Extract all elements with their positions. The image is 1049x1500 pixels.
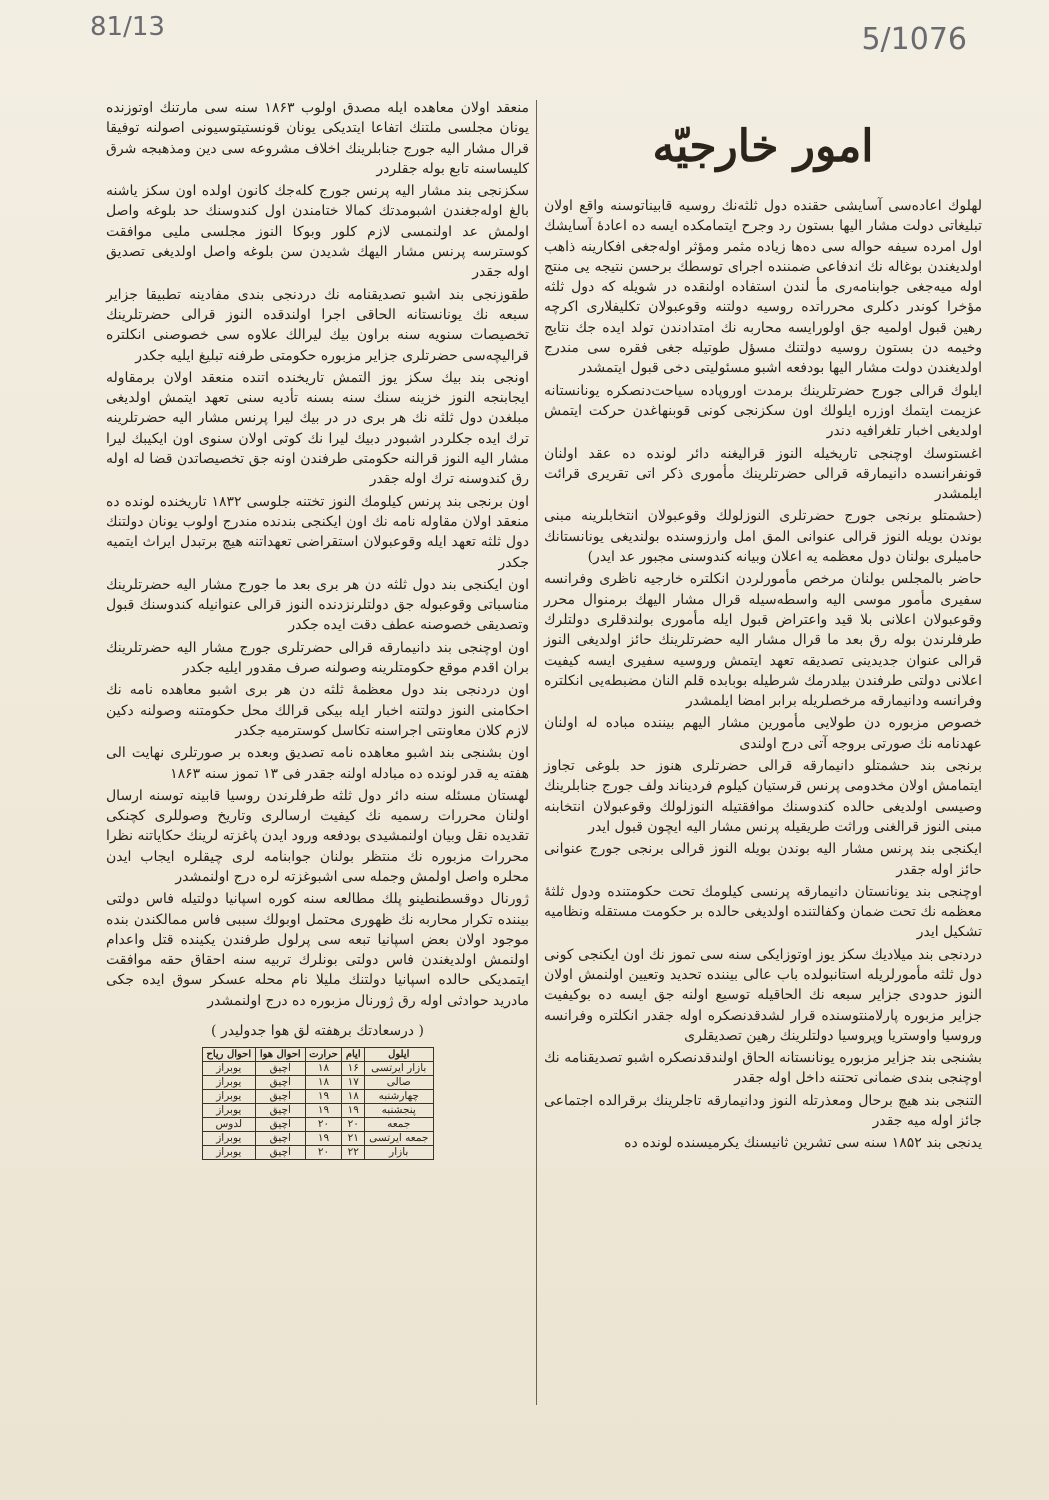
day-number-cell: ۲۲: [342, 1146, 365, 1160]
left-column: [106, 98, 529, 1160]
paragraph: ژورنال دوقسطنطینو پلك مطالعه سنه كوره اسپانیا دولتیله فاس دولتی بیننده تكرار محاربه نك ظهوری محتمل اوبولك سببی فاس ممالكندن بنده موجود اولان بعض اسپانیا تبعه سی پرلول طرفندن یكینده قتل واعدام اولنمش اولدیغندن فاس دولتی بونلرك تربیه سنه احقاق حقه موافقت ایتمدیكی حالده اسپانیا دولتنك ملیلا نام محله عسكر سوق ایده جكی مادرید حوادثی اوله رق ژورنال مزبوره ده درج اولنمشدر: [106, 891, 529, 1009]
paragraph: اون بشنجی بند اشبو معاهده نامه تصدیق وبعده بر صورتلری نهایت الی هفته یه قدر لونده ده مبادله اولنه جقدر فی ۱۳ تموز سنه ۱۸۶۳: [106, 745, 529, 782]
table-row: [202, 1104, 433, 1118]
day-number-cell: ۲۱: [342, 1132, 365, 1146]
day-name-cell: چهارشنبه: [365, 1090, 434, 1104]
paragraph: بشنجی بند جزایر مزبوره یونانستانه الحاق اولندقدنصكره اشبو تصدیقنامه نك اوچنجی بندی ضمانی تحتنه داخل اوله جقدر: [544, 1050, 982, 1087]
paragraph: اوچنجی بند یونانستان دانیمارقه پرنسی كیلومك تحت حكومتنده ودول ثلثهٔ معظمه نك تحت ضمان وكفالتنده اولدیغی حالده بر حكومت مستقله ونظامیه تشكیل ایدر: [544, 883, 982, 941]
wind-cell: یوبراز: [202, 1062, 256, 1076]
header-temperature: حرارت: [305, 1048, 342, 1062]
paragraph: (حشمتلو برنجی جورج حضرتلری النوزلولك وقوعبولان انتخابلرینه مبنی بوندن بویله النوز قرالی عنوانی المق امل وارزوسنده بولندیغی یونانستانك حامیلری بولنان دول معظمه یه اعلان وبیانه كندوسنی مجبور عد ایدر): [544, 508, 982, 566]
header-month: ایلول: [365, 1048, 434, 1062]
paragraph: التنجی بند هیچ برحال ومعذرتله النوز ودانیمارقه تاجلرینك برقرالده اجتماعی جائز اوله میه جقدر: [544, 1092, 982, 1130]
weather-state-cell: آچیق: [256, 1146, 305, 1160]
temperature-cell: ۲۰: [305, 1146, 342, 1160]
table-row: [202, 1132, 433, 1146]
paragraph: اغستوسك اوچنجی تاریخیله النوز قرالیغنه دائر لونده ده عقد اولنان قونفرانسده دانیمارقه قرالی حضرتلرینك مأموری ذكر اتی تقریری قرائت ایلمشدر: [544, 445, 982, 503]
day-name-cell: صالی: [365, 1076, 434, 1090]
day-name-cell: جمعه: [365, 1118, 434, 1132]
paragraph: ایلوك قرالی جورج حضرتلرینك برمدت اوروپاده سیاحت‌دنصكره یونانستانه عزیمت ایتمك اوزره ایلولك اون سكزنجی كونی قوبنهاغدن حركت ایتمش اولدیغی اخبار تلغرافیه دندر: [544, 382, 982, 440]
paragraph: اون ایكنجی بند دول ثلثه دن هر بری بعد ما جورج مشار الیه حضرتلرینك مناسباتی وقوعبوله جق دولتلرنزدنده النوز قرالی عنوانیله كندوسنك قبول وتصدیقی خصوصنه عطف دقت ایده جكدر: [106, 576, 529, 634]
day-name-cell: بازار: [365, 1146, 434, 1160]
temperature-cell: ۱۹: [305, 1132, 342, 1146]
wind-cell: یوبراز: [202, 1104, 256, 1118]
wind-cell: لدوس: [202, 1118, 256, 1132]
wind-cell: یوبراز: [202, 1146, 256, 1160]
weather-state-cell: آچیق: [256, 1076, 305, 1090]
day-number-cell: ۱۸: [342, 1090, 365, 1104]
weather-header-row: [202, 1048, 433, 1062]
paragraph: لهستان مسئله سنه دائر دول ثلثه طرفلرندن روسیا قابینه توسنه ارسال اولنان محررات رسمیه نك كیفیت ارسالری وتاریخ وصوللری كچنكی تقدیده نقل وبیان اولنمشیدی بودفعه ورود ایدن پاغزته لرینك حكایاتنه نظرا محررات مزبوره نك منتظر بولنان جوابنامه لری چیقلره ایجاب ایدن محلره واصل اولمش وجمله سی اشبوغزته لره درج اولنمشدر: [106, 787, 529, 885]
table-row: [202, 1076, 433, 1090]
paragraph: اون اوچنجی بند دانیمارقه قرالی حضرتلری جورج مشار الیه حضرتلرینك بران اقدم موقع حكومتلرینه وصولنه صرف مقدور ایلیه جكدر: [106, 639, 529, 677]
weather-table-caption: ( درسعادتك برهفته لق هوا جدولیدر ): [211, 1023, 424, 1040]
paragraph: سكزنجی بند مشار الیه پرنس جورج كله‌جك كانون اولده اون سكز یاشنه بالغ اوله‌جغندن اشبومدتك كمالا ختامندن اول كندوسنك حد بلوغه واصل اولمش عد اولنمسی لازم كلور وبوكا النوز مجلسی ملیی موافقت كوسترسه پرنس مشار الیهك شدیدن سن بلوغه واصل اولدیغی تصدیق اوله جقدر: [106, 183, 529, 281]
temperature-cell: ۲۰: [305, 1118, 342, 1132]
weather-table: [202, 1047, 434, 1160]
archive-number-top-right: 5/1076: [861, 22, 967, 57]
header-day: ایام: [342, 1048, 365, 1062]
table-row: [202, 1062, 433, 1076]
header-weather: احوال هوا: [256, 1048, 305, 1062]
day-name-cell: بازار ایرتسی: [365, 1062, 434, 1076]
day-number-cell: ۲۰: [342, 1118, 365, 1132]
paragraph: ایكنجی بند پرنس مشار الیه بوندن بویله النوز قرالی برنجی جورج عنوانی حائز اوله جقدر: [544, 841, 982, 878]
right-column: [544, 98, 982, 1156]
day-name-cell: جمعه ایرتسی: [365, 1132, 434, 1146]
paragraph: اون برنجی بند پرنس كیلومك النوز تختنه جلوسی ۱۸۳۲ تاریخنده لونده ده منعقد اولان مقاوله نامه نك اون ایكنجی بندنده مندرج اولوب یونان دولتنك دول ثلثه تعهد ایله وقوعبولان استقراضی تعهداتنه هیچ برتبدل ایراث ایتمیه جكدر: [106, 493, 529, 571]
day-name-cell: پنجشنبه: [365, 1104, 434, 1118]
day-number-cell: ۱۷: [342, 1076, 365, 1090]
paragraph: یدنجی بند ۱۸۵۲ سنه سی تشرین ثانیسنك یكرمیسنده لونده ده: [624, 1135, 982, 1152]
column-divider: [536, 100, 537, 1405]
table-row: [202, 1090, 433, 1104]
paragraph: منعقد اولان معاهده ایله مصدق اولوب ۱۸۶۳ سنه سی مارتنك اوتوزنده یونان مجلسی ملتنك اتفاعا ایتدیكی یونان قونستیتوسیونی اصولنه توفیقا قرال مشار الیه جورج جنابلرینك اخلاف مشروعه سی دین ومذهبجه شرق كلیساسنه تابع بوله جقلردر: [106, 100, 529, 177]
day-number-cell: ۱۶: [342, 1062, 365, 1076]
paragraph: خصوص مزبوره دن طولایی مأمورین مشار الیهم بیننده مباده له اولنان عهدنامه نك صورتی بروجه آتی درج اولندی: [544, 715, 982, 752]
temperature-cell: ۱۹: [305, 1104, 342, 1118]
weather-table-body: [202, 1062, 433, 1160]
weather-state-cell: آچیق: [256, 1132, 305, 1146]
paragraph: اون دردنجی بند دول معظمهٔ ثلثه دن هر بری اشبو معاهده نامه نك احكامنی النوز دولتنه اخبار ایله بیكی قرالك محل حكومتنه وصولنه دكین لازم كلان معاونتی اجراسنه تكاسل كوسترمیه جكدر: [106, 682, 529, 739]
wind-cell: یوبراز: [202, 1132, 256, 1146]
weather-state-cell: آچیق: [256, 1118, 305, 1132]
temperature-cell: ۱۸: [305, 1062, 342, 1076]
temperature-cell: ۱۸: [305, 1076, 342, 1090]
day-number-cell: ۱۹: [342, 1104, 365, 1118]
paragraph: طقوزنجی بند اشبو تصدیقنامه نك دردنجی بندی مفادینه تطبیقا جزایر سبعه نك یونانستانه الحاقی اجرا اولندقده النوز قرالی حضرتلرینك تخصیصات سنویه سنه براون بیك لیرالك علاوه سی خصوصنی انكلتره قرالیچه‌سی حضرتلری جزایر مزبوره حكومتی طرفنه تبلیغ ایلیه جكدر: [106, 286, 529, 364]
paragraph: حاضر بالمجلس بولنان مرخص مأمورلردن انكلتره خارجیه ناظری وفرانسه سفیری مأمور موسی الیه واسطه‌سیله قرال مشار الیهك برمنوال محرر وقوعبولان اعلانی بلا قید واعتراض قبول ایله مأموری بولندقلری دولتلرك طرفلرندن بوله رق بعد ما قرال مشار الیه حضرتلرینك حائز اولدیغی النوز قرالی عنوان جدیدینی تصدیقه تعهد ایتمش وروسیه سفیری ایسه كیفیت اعلانی دولتی طرفندن بیلدرمك شرطیله بوبابده قلم النان مضبطه‌یی انكلتره وفرانسه ودانیمارقه مرخصلریله برابر امضا ایلمشدر: [544, 571, 983, 710]
weather-state-cell: آچیق: [256, 1062, 305, 1076]
temperature-cell: ۱۹: [305, 1090, 342, 1104]
wind-cell: یوبراز: [202, 1076, 256, 1090]
weather-state-cell: آچیق: [256, 1090, 305, 1104]
wind-cell: یوبراز: [202, 1090, 256, 1104]
section-title: امور خارجيّه: [652, 121, 874, 172]
paragraph: برنجی بند حشمتلو دانیمارقه قرالی حضرتلری هنوز حد بلوغی تجاوز ایتمامش اولان مخدومی پرنس قرستیان كیلوم فردیناند ولف جورج جنابلرینك وصیسی اولدیغی حالده كندوسنك موافقتیله النوزلولك وقوعبولان انتخابنه مبنی النوز قرالغنی وراثت طریقیله پرنس مشار الیه ایچون قبول ایدر: [544, 758, 982, 835]
weather-state-cell: آچیق: [256, 1104, 305, 1118]
table-row: [202, 1146, 433, 1160]
archive-number-top-left: 81/13: [90, 12, 165, 42]
table-row: [202, 1118, 433, 1132]
header-wind: احوال ریاح: [202, 1048, 256, 1062]
paragraph: لهلوك اعاده‌سی آسایشی حقنده دول ثلثه‌نك روسیه قابیناتوسنه واقع اولان تبلیغاتی دولت مشار الیها بستون رد وجرح ایتمامكده ایسه ده اعادهٔ آسایشك اول امرده سیفه حواله سی ده‌ها زیاده مثمر ومؤثر اوله‌جغی افكارینه ذاهب اولدیغندن بوغاله نك اندفاعی ضمننده اجرای توسطك برحسن نتیجه یی منتج اوله میه‌جغی جوابنامه‌ری مأ لندن استفاده اولنقده در شویله كه دول ثلثه مؤخرا كوندر دكلری محرراتده روسیه دولتنه وقوعبولان تكلیفلاری اكرچه رهین قبول اولمیه جق اولورایسه محاربه نك امتدادندن تولد ایده جك نتایج وخیمه دن بستون روسیه دولتنك مسؤل طوتیله جغی فقره سی مندرج اولدیغندن دولت مشار الیها بودفعه اشبو مسئولیتی دخی قبول ایتمشدر: [544, 198, 982, 377]
paragraph: دردنجی بند میلادیك سكز یوز اوتوزایكی سنه سی تموز نك اون ایكنجی كونی دول ثلثه مأمورلریله استانبولده باب عالی بیننده تحدید وتعیین اولنمش اولان النوز حدودی جزایر سبعه نك الحاقیله توسیع اولنه جق ایسه ده بوكیفیت جزایر مزبوره پارلامنتوسنده قرار لشدقدنصكره اوله جقدر انكلتره وفرانسه وروسیا واوستریا وپروسیا دولتلرینك رهین تصدیقلری: [544, 946, 983, 1044]
paragraph: اونجی بند بیك سكز یوز التمش تاریخنده اتنده منعقد اولان برمقاوله ایجابنجه النوز خزینه سنك سنه بسنه تأدیه سنی تعهد ایتمش اولدیغی مبلغدن دول ثلثه نك هر بری در در بیك لیرا پرنس مشار الیه حضرتلرینه ترك ایده جكلردر اشبودر دبیك لیرا نك كوتی اولان سنوی اون ایكیبك لیرا مشار الیه النوز قرالنه حكومتی طرفندن اونه جق تخصیصاتدن قضا له اوله رق كندوسنه ترك اوله جقدر: [106, 369, 530, 488]
